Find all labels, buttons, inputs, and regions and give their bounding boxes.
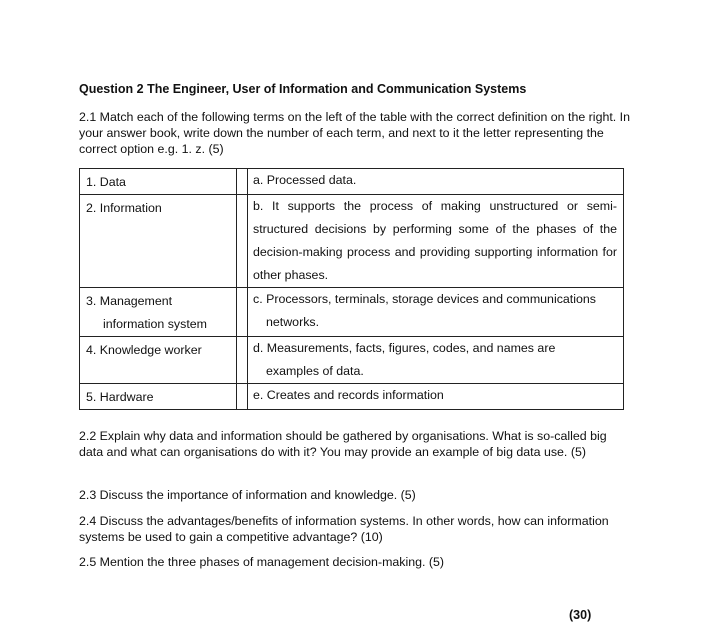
question-2-2-text: 2.2 Explain why data and information should be gathered by organisations. What is so-called big data and what can organisations do with it? You may provide an example of big data use. (5) (79, 429, 607, 460)
term-cell (80, 169, 237, 195)
definition-cell (248, 169, 624, 195)
answer-cell (237, 288, 248, 337)
question-2-5-text: 2.5 Mention the three phases of management decision-making. (5) (79, 555, 445, 569)
matching-table (79, 168, 624, 410)
definition-text: c. Processors, terminals, storage devices and communications (253, 292, 596, 306)
answer-cell (237, 384, 248, 410)
definition-text: e. Creates and records information (253, 388, 444, 402)
question-label: Question 2 (79, 82, 144, 96)
question-heading (79, 82, 526, 96)
table-row (80, 337, 624, 384)
definition-text: d. Measurements, facts, figures, codes, and names are (253, 341, 556, 355)
table-row (80, 195, 624, 288)
definition-cell (248, 288, 624, 337)
term-text: 2. Information (86, 201, 162, 215)
question-title: The Engineer, User of Information and Communication Systems (147, 82, 527, 96)
definition-text-continued: networks. (266, 315, 320, 329)
question-2-1-text: 2.1 Match each of the following terms on the left of the table with the correct definition on the right. In your answer book, write down the number of each term, and next to it the letter representing the correct option e.g. 1. z. (5) (79, 110, 631, 157)
term-cell (80, 288, 237, 337)
term-cell (80, 195, 237, 288)
term-text: 4. Knowledge worker (86, 343, 202, 357)
answer-cell (237, 195, 248, 288)
definition-cell (248, 195, 624, 288)
total-marks: (30) (569, 608, 592, 622)
term-text-continued: information system (103, 317, 207, 331)
term-text: 5. Hardware (86, 390, 154, 404)
table-row (80, 169, 624, 195)
answer-cell (237, 337, 248, 384)
term-text: 3. Management (86, 294, 173, 308)
answer-cell (237, 169, 248, 195)
definition-text: b. It supports the process of making unstructured or semi-structured decisions by performing some of the phases of the decision-making process and providing supporting information for other phases. (253, 199, 617, 282)
term-text: 1. Data (86, 175, 126, 189)
definition-cell (248, 337, 624, 384)
definition-text: a. Processed data. (253, 173, 357, 187)
definition-cell (248, 384, 624, 410)
term-cell (80, 337, 237, 384)
term-cell (80, 384, 237, 410)
table-row (80, 288, 624, 337)
question-2-4-text: 2.4 Discuss the advantages/benefits of information systems. In other words, how can information systems be used to gain a competitive advantage? (10) (79, 514, 609, 545)
question-2-3-text: 2.3 Discuss the importance of information and knowledge. (5) (79, 488, 416, 502)
definition-text-continued: examples of data. (266, 364, 364, 378)
table-row (80, 384, 624, 410)
